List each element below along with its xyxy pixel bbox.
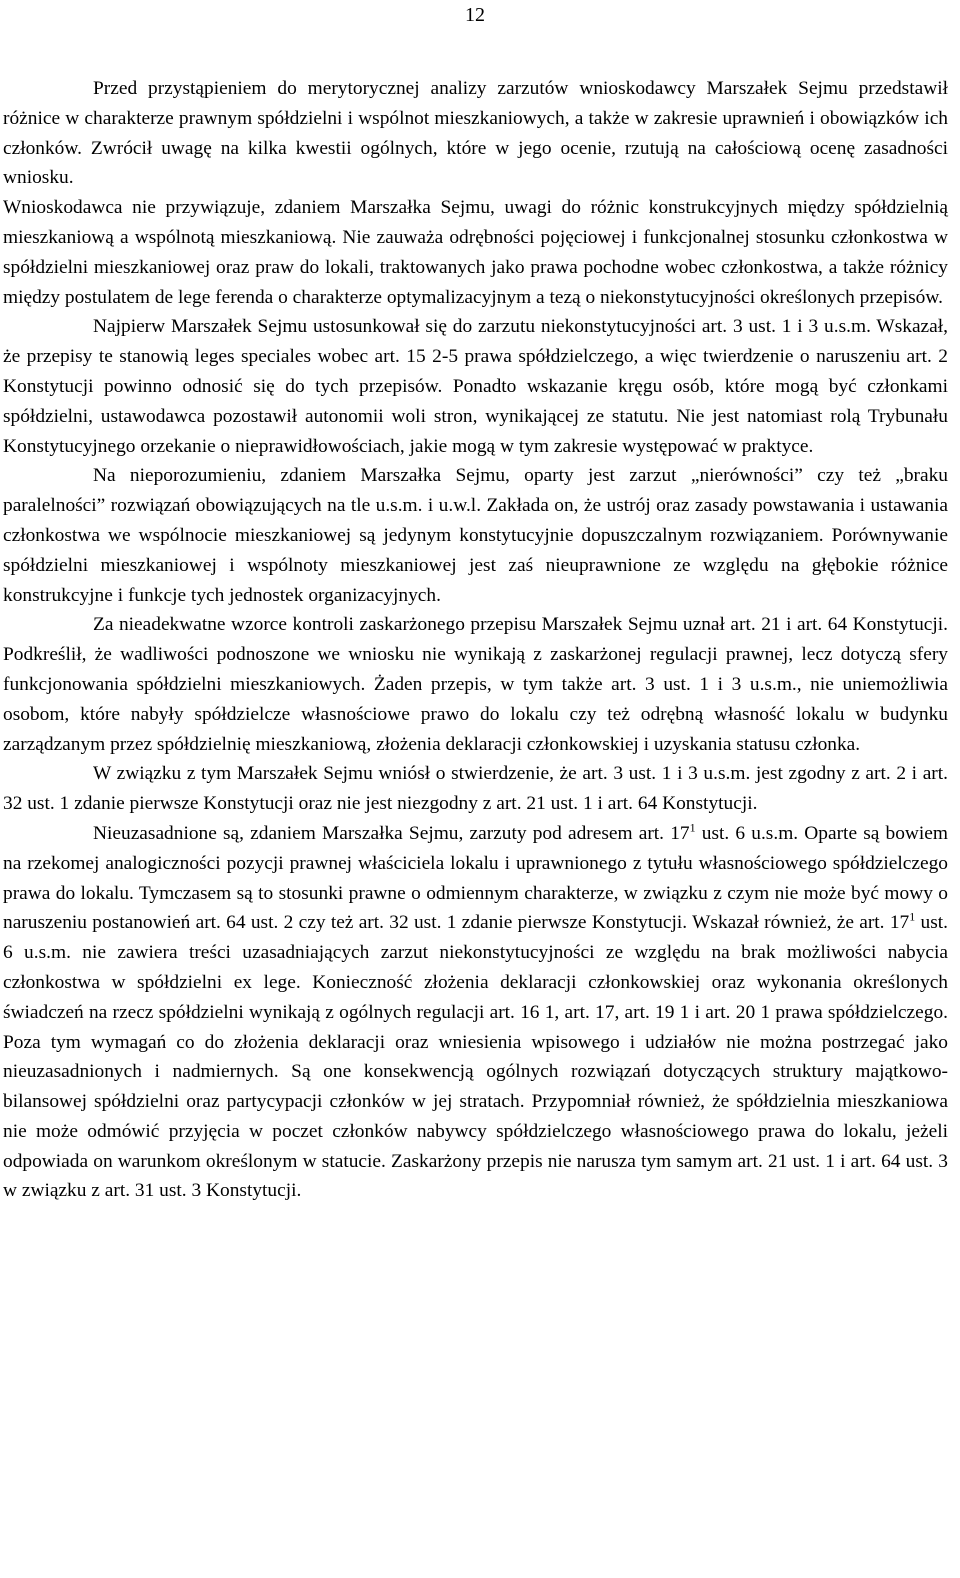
paragraph-7-part-2: ust. 6 u.s.m. Oparte są bowiem na rzekomej analogiczności pozycji prawnej właściciela lokalu i uprawnionego z tytułu własnościowego spółdzielczego prawa do lokalu. Tymczasem są to stosunki prawne o odmiennym charakterze, w związku z czym nie może być mowy o naruszeniu postanowień art. 64 ust. 2 czy też art. 32 ust. 1 zdanie pierwsze Konstytucji. Wskazał również, że art. 17 [3, 822, 948, 934]
page-number: 12 [465, 4, 485, 26]
paragraph-2: Wnioskodawca nie przywiązuje, zdaniem Marszałka Sejmu, uwagi do różnic konstrukcyjnych między spółdzielnią mieszkaniową a wspólnotą mieszkaniową. Nie zauważa odrębności pojęciowej i funkcjonalnej stosunku członkostwa w spółdzielni mieszkaniowej oraz praw do lokali, traktowanych jako prawa pochodne wobec członkostwa, a także różnicy między postulatem de lege ferenda o charakterze optymalizacyjnym a tezą o niekonstytucyjności określonych przepisów. [3, 197, 948, 308]
paragraph-4: Na nieporozumieniu, zdaniem Marszałka Sejmu, oparty jest zarzut „nierówności” czy też „braku paralelności” rozwiązań obowiązujących na tle u.s.m. i u.w.l. Zakłada on, że ustrój oraz zasady powstawania i ustawania członkostwa we wspólnocie mieszkaniowej są jedynym konstytucyjnie dopuszczalnym rozwiązaniem. Porównywanie spółdzielni mieszkaniowej i wspólnoty mieszkaniowej jest zaś nieuprawnione ze względu na głębokie różnice konstrukcyjne i funkcje tych jednostek organizacyjnych. [3, 465, 948, 606]
superscript-1: 1 [689, 820, 696, 835]
document-body [3, 74, 948, 1206]
paragraph-5: Za nieadekwatne wzorce kontroli zaskarżonego przepisu Marszałek Sejmu uznał art. 21 i art. 64 Konstytucji. Podkreślił, że wadliwości podnoszone we wniosku nie wynikają z zaskarżonej regulacji prawnej, lecz dotyczą sfery funkcjonowania spółdzielni mieszkaniowych. Żaden przepis, w tym także art. 3 ust. 1 i 3 u.s.m., nie uniemożliwia osobom, które nabyły spółdzielcze własnościowe prawo do lokalu czy też odrębną własność lokalu w budynku zarządzanym przez spółdzielnię mieszkaniową, złożenia deklaracji członkowskiej i uzyskania statusu członka. [3, 614, 948, 755]
paragraph-7-part-3: ust. 6 u.s.m. nie zawiera treści uzasadniających zarzut niekonstytucyjności ze względu na brak możliwości nabycia członkostwa w spółdzielni ex lege. Konieczność złożenia deklaracji członkowskiej oraz wykonania określonych świadczeń na rzecz spółdzielni wynikają z ogólnych regulacji art. 16 1, art. 17, art. 19 1 i art. 20 1 prawa spółdzielczego. Poza tym wymagań co do złożenia deklaracji oraz wniesienia wpisowego i udziałów nie można postrzegać jako nieuzasadnionych i nadmiernych. Są one konsekwencją ogólnych rozwiązań dotyczących struktury majątkowo-bilansowej spółdzielni oraz partycypacji członków w jej stratach. Przypomniał również, że spółdzielnia mieszkaniowa nie może odmówić przyjęcia w poczet członków nabywcy spółdzielczego własnościowego prawa do lokalu, jeżeli odpowiada on warunkom określonym w statucie. Zaskarżony przepis nie narusza tym samym art. 21 ust. 1 i art. 64 ust. 3 w związku z art. 31 ust. 3 Konstytucji. [3, 912, 948, 1202]
paragraph-7 [3, 819, 948, 1206]
paragraph-7-part-1: Nieuzasadnione są, zdaniem Marszałka Sejmu, zarzuty pod adresem art. 17 [93, 822, 690, 844]
paragraph-6: W związku z tym Marszałek Sejmu wniósł o stwierdzenie, że art. 3 ust. 1 i 3 u.s.m. jest zgodny z art. 2 i art. 32 ust. 1 zdanie pierwsze Konstytucji oraz nie jest niezgodny z art. 21 ust. 1 i art. 64 Konstytucji. [3, 763, 948, 815]
superscript-2: 1 [909, 909, 916, 924]
paragraph-3: Najpierw Marszałek Sejmu ustosunkował się do zarzutu niekonstytucyjności art. 3 ust. 1 i 3 u.s.m. Wskazał, że przepisy te stanowią leges speciales wobec art. 15 2-5 prawa spółdzielczego, a więc twierdzenie o naruszeniu art. 2 Konstytucji powinno odnosić się do tych przepisów. Ponadto wskazanie kręgu osób, które mogą być członkami spółdzielni, ustawodawca pozostawił autonomii woli stron, wynikającej ze statutu. Nie jest natomiast rolą Trybunału Konstytucyjnego orzekanie o nieprawidłowościach, jakie mogą w tym zakresie występować w praktyce. [3, 316, 948, 457]
paragraph-1: Przed przystąpieniem do merytorycznej analizy zarzutów wnioskodawcy Marszałek Sejmu przedstawił różnice w charakterze prawnym spółdzielni i wspólnot mieszkaniowych, a także w zakresie uprawnień i obowiązków ich członków. Zwrócił uwagę na kilka kwestii ogólnych, które w jego ocenie, rzutują na całościową ocenę zasadności wniosku. [3, 78, 948, 189]
